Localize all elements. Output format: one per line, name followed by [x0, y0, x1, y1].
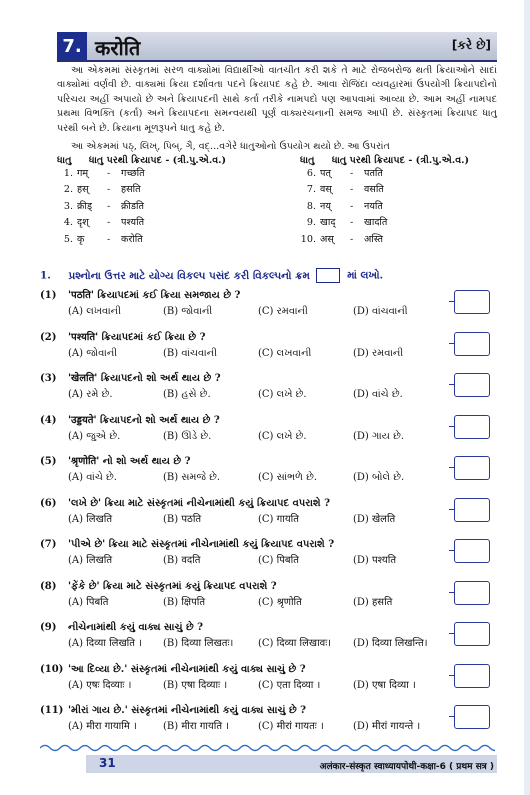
- option: (D) दिव्या लिखन्ति।: [353, 638, 428, 649]
- dhatu-dash: -: [350, 217, 354, 229]
- question-keyword: 'पश्यति': [68, 331, 99, 343]
- section-text-b: માં લખો.: [347, 269, 384, 282]
- option: (D) વાંચવાની: [353, 306, 408, 317]
- dhatu-row: [57, 215, 226, 231]
- answer-box[interactable]: [454, 373, 490, 397]
- option: (A) पिबति: [68, 596, 109, 608]
- option: (B) मीरा गायति ।: [163, 721, 230, 732]
- dhatu-form: हसति: [121, 184, 141, 196]
- question-text: [40, 620, 460, 636]
- option: (B) હસે છે.: [163, 389, 211, 400]
- question-keyword: 'खेलति': [68, 373, 98, 384]
- wave-divider: [40, 743, 495, 753]
- question-number: (11): [40, 705, 64, 716]
- dhatu-row: [300, 215, 469, 231]
- question-number: (9): [40, 622, 57, 633]
- option: (A) लिखति: [68, 513, 113, 525]
- option: (A) જુએ છે.: [68, 430, 121, 442]
- dhatu-header-left: [57, 155, 226, 166]
- intro-text: આ એકમમાં સંસ્કૃતમાં સરળ વાક્યોમાં વિદ્યાર્થીઓ વાતચીત કરી શકે તે માટે રોજબરોજ થતી ક્રિયાઓને સાદાં વાક્યોમાં વર્ણવી છે. વાક્યમાં ક્રિયા દર્શાવતા પદને ક્રિયાપદ કહે છે. આવા રોજિંદા વ્યવહારમાં ઉપયોગી ક્રિયાપદોનો પરિચય અહીં અપાયો છે અને ક્રિયાપદની સાથે કર્તા તરીકે નામપદો પણ આપવામાં આવ્યા છે. આમ અહીં નામપદ પ્રથમા વિભક્તિ (કર્તા) અને ક્રિયાપદના સમન્વયથી પૂર્ણ વાક્યરચનાની સમજ આપી છે. સંસ્કૃતમાં ક્રિયાપદ ધાતુ પરથી બને છે. ક્રિયાના મૂળરૂપને ધાતુ કહે છે.: [57, 65, 497, 134]
- question-number: (7): [40, 539, 57, 550]
- dhatu-dash: -: [107, 217, 111, 229]
- option: (D) ગાય છે.: [353, 430, 405, 442]
- dhatu-dash: -: [107, 233, 111, 245]
- options-row: [40, 595, 460, 611]
- dhatu-root: अस्: [320, 233, 334, 245]
- question: [40, 662, 460, 694]
- question-number: (8): [40, 580, 57, 592]
- dhatu-number: 3.: [63, 200, 73, 212]
- question-keyword: 'પીએ છે': [68, 539, 106, 550]
- option: (C) मीरां गायतः ।: [258, 721, 324, 732]
- answer-box[interactable]: [454, 415, 490, 439]
- answer-box[interactable]: [454, 664, 490, 688]
- section-number: 1.: [40, 269, 51, 282]
- page-number: 31: [99, 756, 116, 770]
- answer-box[interactable]: [454, 498, 490, 522]
- option: (A) રમે છે.: [68, 389, 113, 400]
- dhatu-root: हस्: [77, 184, 89, 196]
- dhatu-dash: -: [350, 233, 354, 245]
- question-number: (10): [40, 663, 64, 675]
- option: (D) રમવાની: [353, 347, 404, 359]
- question-text: [40, 413, 460, 429]
- dhatu-number: 5.: [63, 233, 73, 245]
- question-body: ક્રિયા માટે સંસ્કૃતમાં નીચેનામાંથી કયું ક્રિયાપદ વપરાશે ?: [101, 497, 330, 509]
- dhatu-form: करोति: [121, 233, 143, 245]
- question: [40, 537, 460, 569]
- chapter-number: 7.: [57, 32, 87, 60]
- question-number: (5): [40, 456, 57, 467]
- question-keyword: 'મીરાં ગાય છે.': [68, 705, 128, 716]
- dhatu-root: कृ: [77, 233, 85, 245]
- question-keyword: 'श्रृणोति': [68, 456, 100, 467]
- dhatu-row: [57, 199, 226, 215]
- option: (D) एषा दिव्या ।: [353, 679, 416, 691]
- dhatu-root: गम्: [77, 168, 89, 179]
- dhatu-dash: -: [350, 184, 354, 196]
- option: (D) मीरां गायन्ते ।: [353, 721, 421, 732]
- option: (D) વાંચે છે.: [353, 389, 403, 400]
- section-text-a: પ્રશ્નોના ઉત્તર માટે યોગ્ય વિકલ્પ પસંદ કરી વિકલ્પનો ક્રમ: [68, 269, 310, 282]
- question-body: ક્રિયાપદમાં કઈ ક્રિયા સમજાય છે ?: [93, 290, 241, 301]
- dhatu-form: क्रीडति: [121, 200, 144, 212]
- question-body: નીચેનામાંથી કયું વાક્ય સાચું છે ?: [68, 622, 204, 633]
- dhatu-col-form: ધાતુ પરથી ક્રિયાપદ - (ત્રી.પુ.એ.વ.): [88, 155, 227, 166]
- dhatu-form: खादति: [364, 217, 388, 229]
- question-number: (6): [40, 497, 57, 509]
- question-text: [40, 371, 460, 387]
- chapter-title: करोति: [95, 36, 141, 60]
- question: [40, 413, 460, 445]
- option: (B) वदति: [163, 555, 201, 566]
- options-row: [40, 678, 460, 694]
- question-keyword: 'ફેંકે છે': [68, 580, 100, 592]
- option: (C) श्रृणोति: [258, 596, 302, 608]
- dhatu-form: पतति: [364, 168, 383, 179]
- question: [40, 454, 460, 486]
- dhatu-root: नय्: [320, 200, 331, 212]
- dhatu-row: [300, 232, 469, 248]
- question-number: (3): [40, 373, 57, 384]
- answer-box[interactable]: [454, 332, 490, 356]
- question: [40, 496, 460, 528]
- question-number: (1): [40, 290, 57, 301]
- options-row: [40, 636, 460, 652]
- answer-box[interactable]: [454, 705, 490, 729]
- dhatu-number: 1.: [63, 168, 73, 179]
- option: (B) पठति: [163, 513, 202, 525]
- page-edge-bar: [524, 0, 530, 795]
- answer-box[interactable]: [454, 539, 490, 563]
- dhatu-row: [300, 182, 469, 198]
- dhatu-header-right: [300, 155, 469, 166]
- dhatu-row: [300, 199, 469, 215]
- option: (A) लिखति: [68, 555, 113, 566]
- dhatu-number: 8.: [306, 200, 316, 212]
- question-body: ક્રિયાપદમાં કઈ ક્રિયા છે ?: [98, 331, 206, 343]
- options-row: [40, 553, 460, 569]
- dhatu-form: अस्ति: [364, 233, 384, 245]
- dhatu-number: 9.: [306, 217, 316, 229]
- answer-box[interactable]: [454, 290, 490, 314]
- dhatu-number: 6.: [306, 168, 316, 179]
- answer-box-sample: [316, 268, 340, 283]
- question-text: [40, 579, 460, 595]
- option: (B) ઊડે છે.: [163, 430, 212, 442]
- chapter-header: [57, 32, 497, 62]
- option: (C) पिबति: [258, 555, 299, 566]
- question: [40, 288, 460, 320]
- option: (C) લખવાની: [258, 347, 312, 359]
- option: (C) રમવાની: [258, 306, 308, 317]
- footer-title: अलंकार-संस्कृत स्वाध्यायपोथी-कक्षा-6 ( प्रथम सत्र ): [319, 762, 494, 772]
- dhatu-row: [300, 166, 469, 182]
- options-row: [40, 719, 460, 735]
- question-text: [40, 288, 460, 304]
- options-row: [40, 346, 460, 362]
- option: (C) લખે છે.: [258, 430, 307, 442]
- question-body: સંસ્કૃતમાં નીચેનામાંથી કયું વાક્ય સાચું છે ?: [127, 705, 307, 716]
- question-text: [40, 703, 460, 719]
- options-row: [40, 304, 460, 320]
- question-body: સંસ્કૃતમાં નીચેનામાંથી કયું વાક્ય સાચું છે ?: [127, 663, 306, 675]
- dhatu-col-form: ધાતુ પરથી ક્રિયાપદ - (ત્રી.પુ.એ.વ.): [331, 155, 470, 166]
- option: (A) मीरा गायामि ।: [68, 721, 137, 732]
- dhatu-dash: -: [107, 200, 111, 212]
- dhatu-row: [57, 182, 226, 198]
- question-number: (4): [40, 414, 57, 426]
- dhatu-dash: -: [350, 200, 354, 212]
- dhatu-dash: -: [350, 168, 354, 179]
- options-row: [40, 512, 460, 528]
- question: [40, 620, 460, 652]
- question-text: [40, 537, 460, 553]
- dhatu-number: 10.: [300, 233, 316, 245]
- option: (C) લખે છે.: [258, 389, 307, 400]
- question-text: [40, 330, 460, 346]
- question-keyword: 'લખે છે': [68, 497, 102, 509]
- option: (D) पश्यति: [353, 555, 397, 566]
- dhatu-note: આ એકમમાં પઠ્, લિખ્, પિબ્, ગૈ, વદ્...વગેરે ધાતુઓનો ઉપયોગ થયો છે. આ ઉપરાંત: [71, 141, 390, 152]
- answer-box[interactable]: [454, 581, 490, 605]
- option: (A) एषः दिव्याः ।: [68, 679, 132, 691]
- dhatu-table-left: [57, 155, 226, 248]
- option: (D) खेलति: [353, 513, 396, 525]
- dhatu-col-root: ધાતુ: [57, 155, 72, 166]
- answer-box[interactable]: [454, 622, 490, 646]
- dhatu-row: [57, 166, 226, 182]
- intro-paragraph: [57, 64, 497, 136]
- option: (A) જોવાની: [68, 347, 118, 359]
- option: (C) एता दिव्या ।: [258, 679, 321, 691]
- dhatu-number: 2.: [63, 184, 73, 196]
- dhatu-row: [57, 232, 226, 248]
- options-row: [40, 470, 460, 486]
- option: (B) સમજે છે.: [163, 472, 221, 483]
- options-row: [40, 387, 460, 403]
- question-keyword: 'उड्डयते': [68, 414, 97, 426]
- answer-box[interactable]: [454, 456, 490, 480]
- option: (C) गायति: [258, 513, 299, 525]
- dhatu-form: गच्छति: [121, 168, 145, 179]
- question: [40, 371, 460, 403]
- section-heading: [40, 268, 500, 283]
- question-number: (2): [40, 331, 57, 343]
- dhatu-dash: -: [107, 184, 111, 196]
- option: (D) બોલે છે.: [353, 472, 405, 483]
- option: (B) दिव्या लिखतः।: [163, 638, 234, 649]
- question-keyword: 'આ દિવ્યા છે.': [68, 663, 128, 675]
- dhatu-root: वस्: [320, 184, 332, 196]
- option: (B) क्षिपति: [163, 596, 206, 608]
- option: (B) વાંચવાની: [163, 347, 218, 359]
- dhatu-form: नयति: [364, 200, 383, 212]
- dhatu-form: पश्यति: [121, 217, 145, 229]
- question: [40, 579, 460, 611]
- option: (C) સાંભળે છે.: [258, 472, 318, 483]
- chapter-subtitle: [કરે છે]: [451, 38, 491, 52]
- dhatu-root: दृश्: [77, 217, 89, 229]
- question-keyword: 'पठति': [68, 290, 94, 301]
- dhatu-table-right: [300, 155, 469, 248]
- dhatu-root: क्रीड्: [77, 200, 92, 212]
- question-body: ક્રિયા માટે સંસ્કૃતમાં નીચેનામાંથી કયું ક્રિયાપદ વપરાશે ?: [105, 539, 335, 550]
- dhatu-number: 4.: [63, 217, 73, 229]
- question-body: ક્રિયા માટે સંસ્કૃતમાં કયું ક્રિયાપદ વપરાશે ?: [99, 580, 277, 592]
- question-text: [40, 454, 460, 470]
- dhatu-number: 7.: [306, 184, 316, 196]
- dhatu-root: पत्: [320, 168, 331, 179]
- option: (C) दिव्या लिखावः।: [258, 638, 332, 649]
- options-row: [40, 429, 460, 445]
- question-text: [40, 496, 460, 512]
- question-body: નો શો અર્થ થાય છે ?: [99, 456, 191, 467]
- question: [40, 330, 460, 362]
- option: (A) दिव्या लिखति ।: [68, 638, 142, 649]
- option: (A) વાંચે છે.: [68, 472, 117, 483]
- question: [40, 703, 460, 735]
- option: (B) एषा दिव्याः ।: [163, 679, 228, 691]
- dhatu-col-root: ધાતુ: [300, 155, 315, 166]
- question-body: ક્રિયાપદનો શો અર્થ થાય છે ?: [97, 373, 221, 384]
- question-text: [40, 662, 460, 678]
- option: (D) हसति: [353, 596, 393, 608]
- option: (B) જોવાની: [163, 306, 213, 317]
- option: (A) લખવાની: [68, 306, 121, 317]
- dhatu-dash: -: [107, 168, 111, 179]
- dhatu-root: खाद्: [320, 217, 336, 229]
- question-body: ક્રિયાપદનો શો અર્થ થાય છે ?: [96, 414, 220, 426]
- dhatu-form: वसति: [364, 184, 384, 196]
